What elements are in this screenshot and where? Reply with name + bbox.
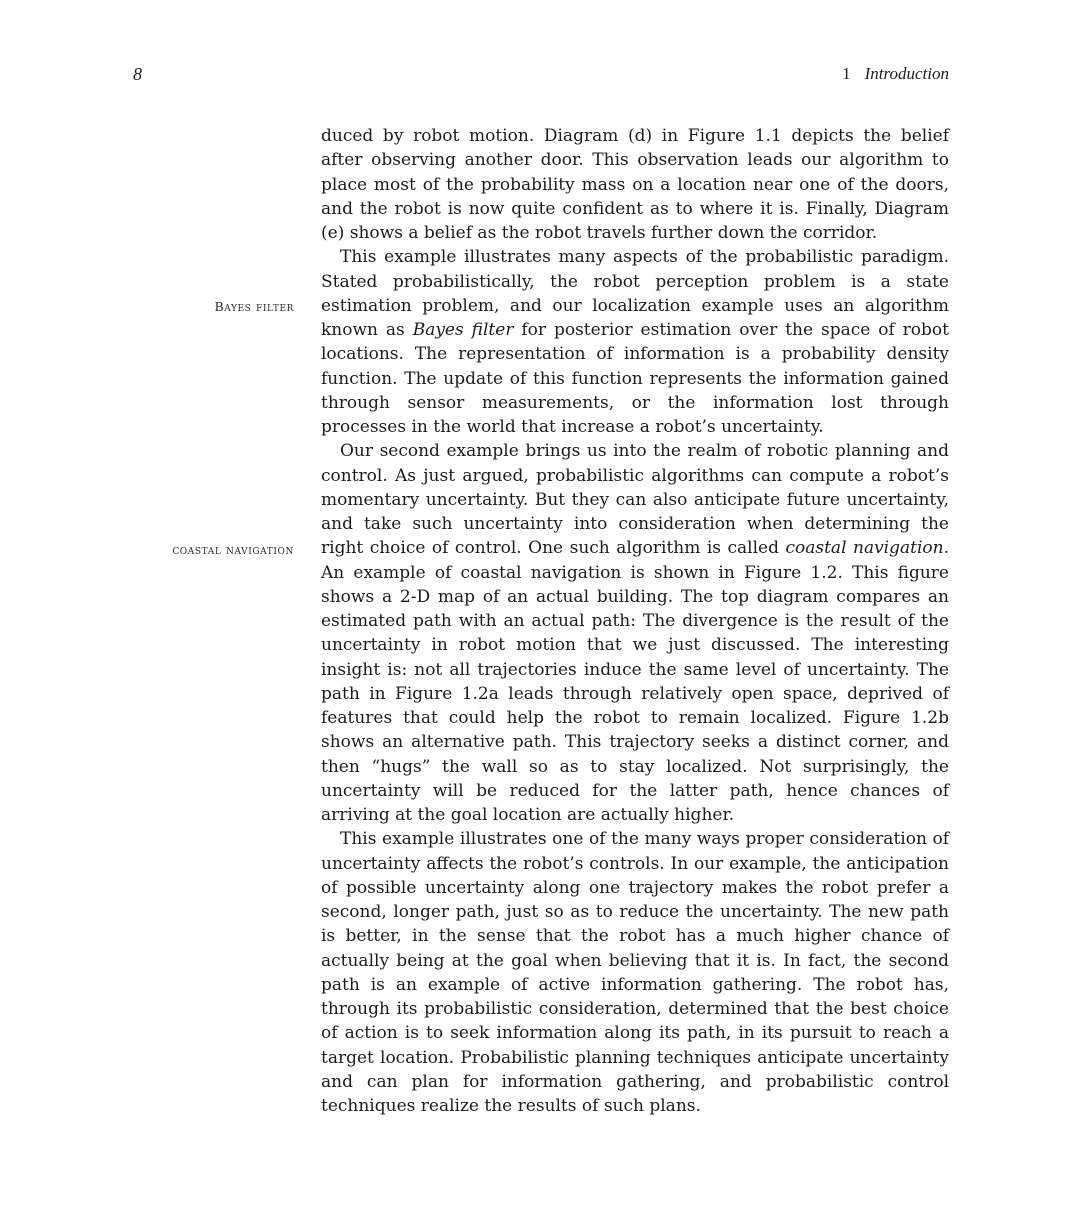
paragraph-text: Our second example brings us into the realm of robotic planning and control. As just argued, probabilistic algorithms can compute a robot’s momentary uncertainty. But they can also anticipate future uncertainty, and take such uncertainty into consideration when determining the right choice of control. One such algorithm is called — [321, 441, 949, 559]
paragraph-coastal-navigation — [321, 439, 949, 827]
paragraph-text: This example illustrates many aspects of the probabilistic paradigm. Stated probabilistically, the robot perception problem is a state estimation problem, and our localization example uses an algorithm known as — [321, 247, 949, 340]
margin-note-bayes-filter: Bayes filter — [214, 299, 294, 314]
paragraph-bayes-filter — [321, 245, 949, 439]
term-bayes-filter: Bayes filter — [412, 320, 514, 340]
paragraph-text: for posterior estimation over the space of robot locations. The representation of information is a probability density function. The update of this function represents the information gained through sensor measurements, or the information lost through processes in the world that increase a robot’s uncertainty. — [321, 320, 949, 437]
paragraph-continuation: duced by robot motion. Diagram (d) in Figure 1.1 depicts the belief after observing another door. This observation leads our algorithm to place most of the probability mass on a location near one of the doors, and the robot is now quite confident as to where it is. Finally, Diagram (e) shows a belief as the robot travels further down the corridor. — [321, 126, 949, 243]
running-head — [842, 62, 949, 86]
term-coastal-navigation: coastal navigation — [785, 538, 944, 559]
body-text — [321, 124, 949, 1118]
paragraph-uncertainty-controls: This example illustrates one of the many ways proper consideration of uncertainty affects the robot’s controls. In our example, the anticipation of possible uncertainty along one trajectory makes the robot prefer a second, longer path, just so as to reduce the uncertainty. The new path is better, in the sense that the robot has a much higher chance of actually being at the goal when believing that it is. In fact, the second path is an example of active information gathering. The robot has, through its probabilistic consideration, determined that the best choice of action is to seek information along its path, in its pursuit to reach a target location. Probabilistic planning techniques anticipate uncertainty and can plan for information gathering, and probabilistic control techniques realize the results of such plans. — [321, 829, 949, 1116]
chapter-number: 1 — [842, 64, 851, 83]
page-number: 8 — [133, 64, 142, 84]
paragraph-text: . An example of coastal navigation is shown in Figure 1.2. This figure shows a 2-D map of an actual building. The top diagram compares an estimated path with an actual path: The divergence is the result of the uncertainty in robot motion that we just discussed. The interesting insight is: not all trajectories induce the same level of uncertainty. The path in Figure 1.2a leads through relatively open space, deprived of features that could help the robot to remain localized. Figure 1.2b shows an alternative path. This trajectory seeks a distinct corner, and then “hugs” the wall so as to stay localized. Not surprisingly, the uncertainty will be reduced for the latter path, hence chances of arriving at the goal location are actually higher. — [321, 538, 949, 825]
margin-note-coastal-navigation: coastal navigation — [172, 542, 294, 557]
chapter-title: Introduction — [864, 64, 949, 83]
